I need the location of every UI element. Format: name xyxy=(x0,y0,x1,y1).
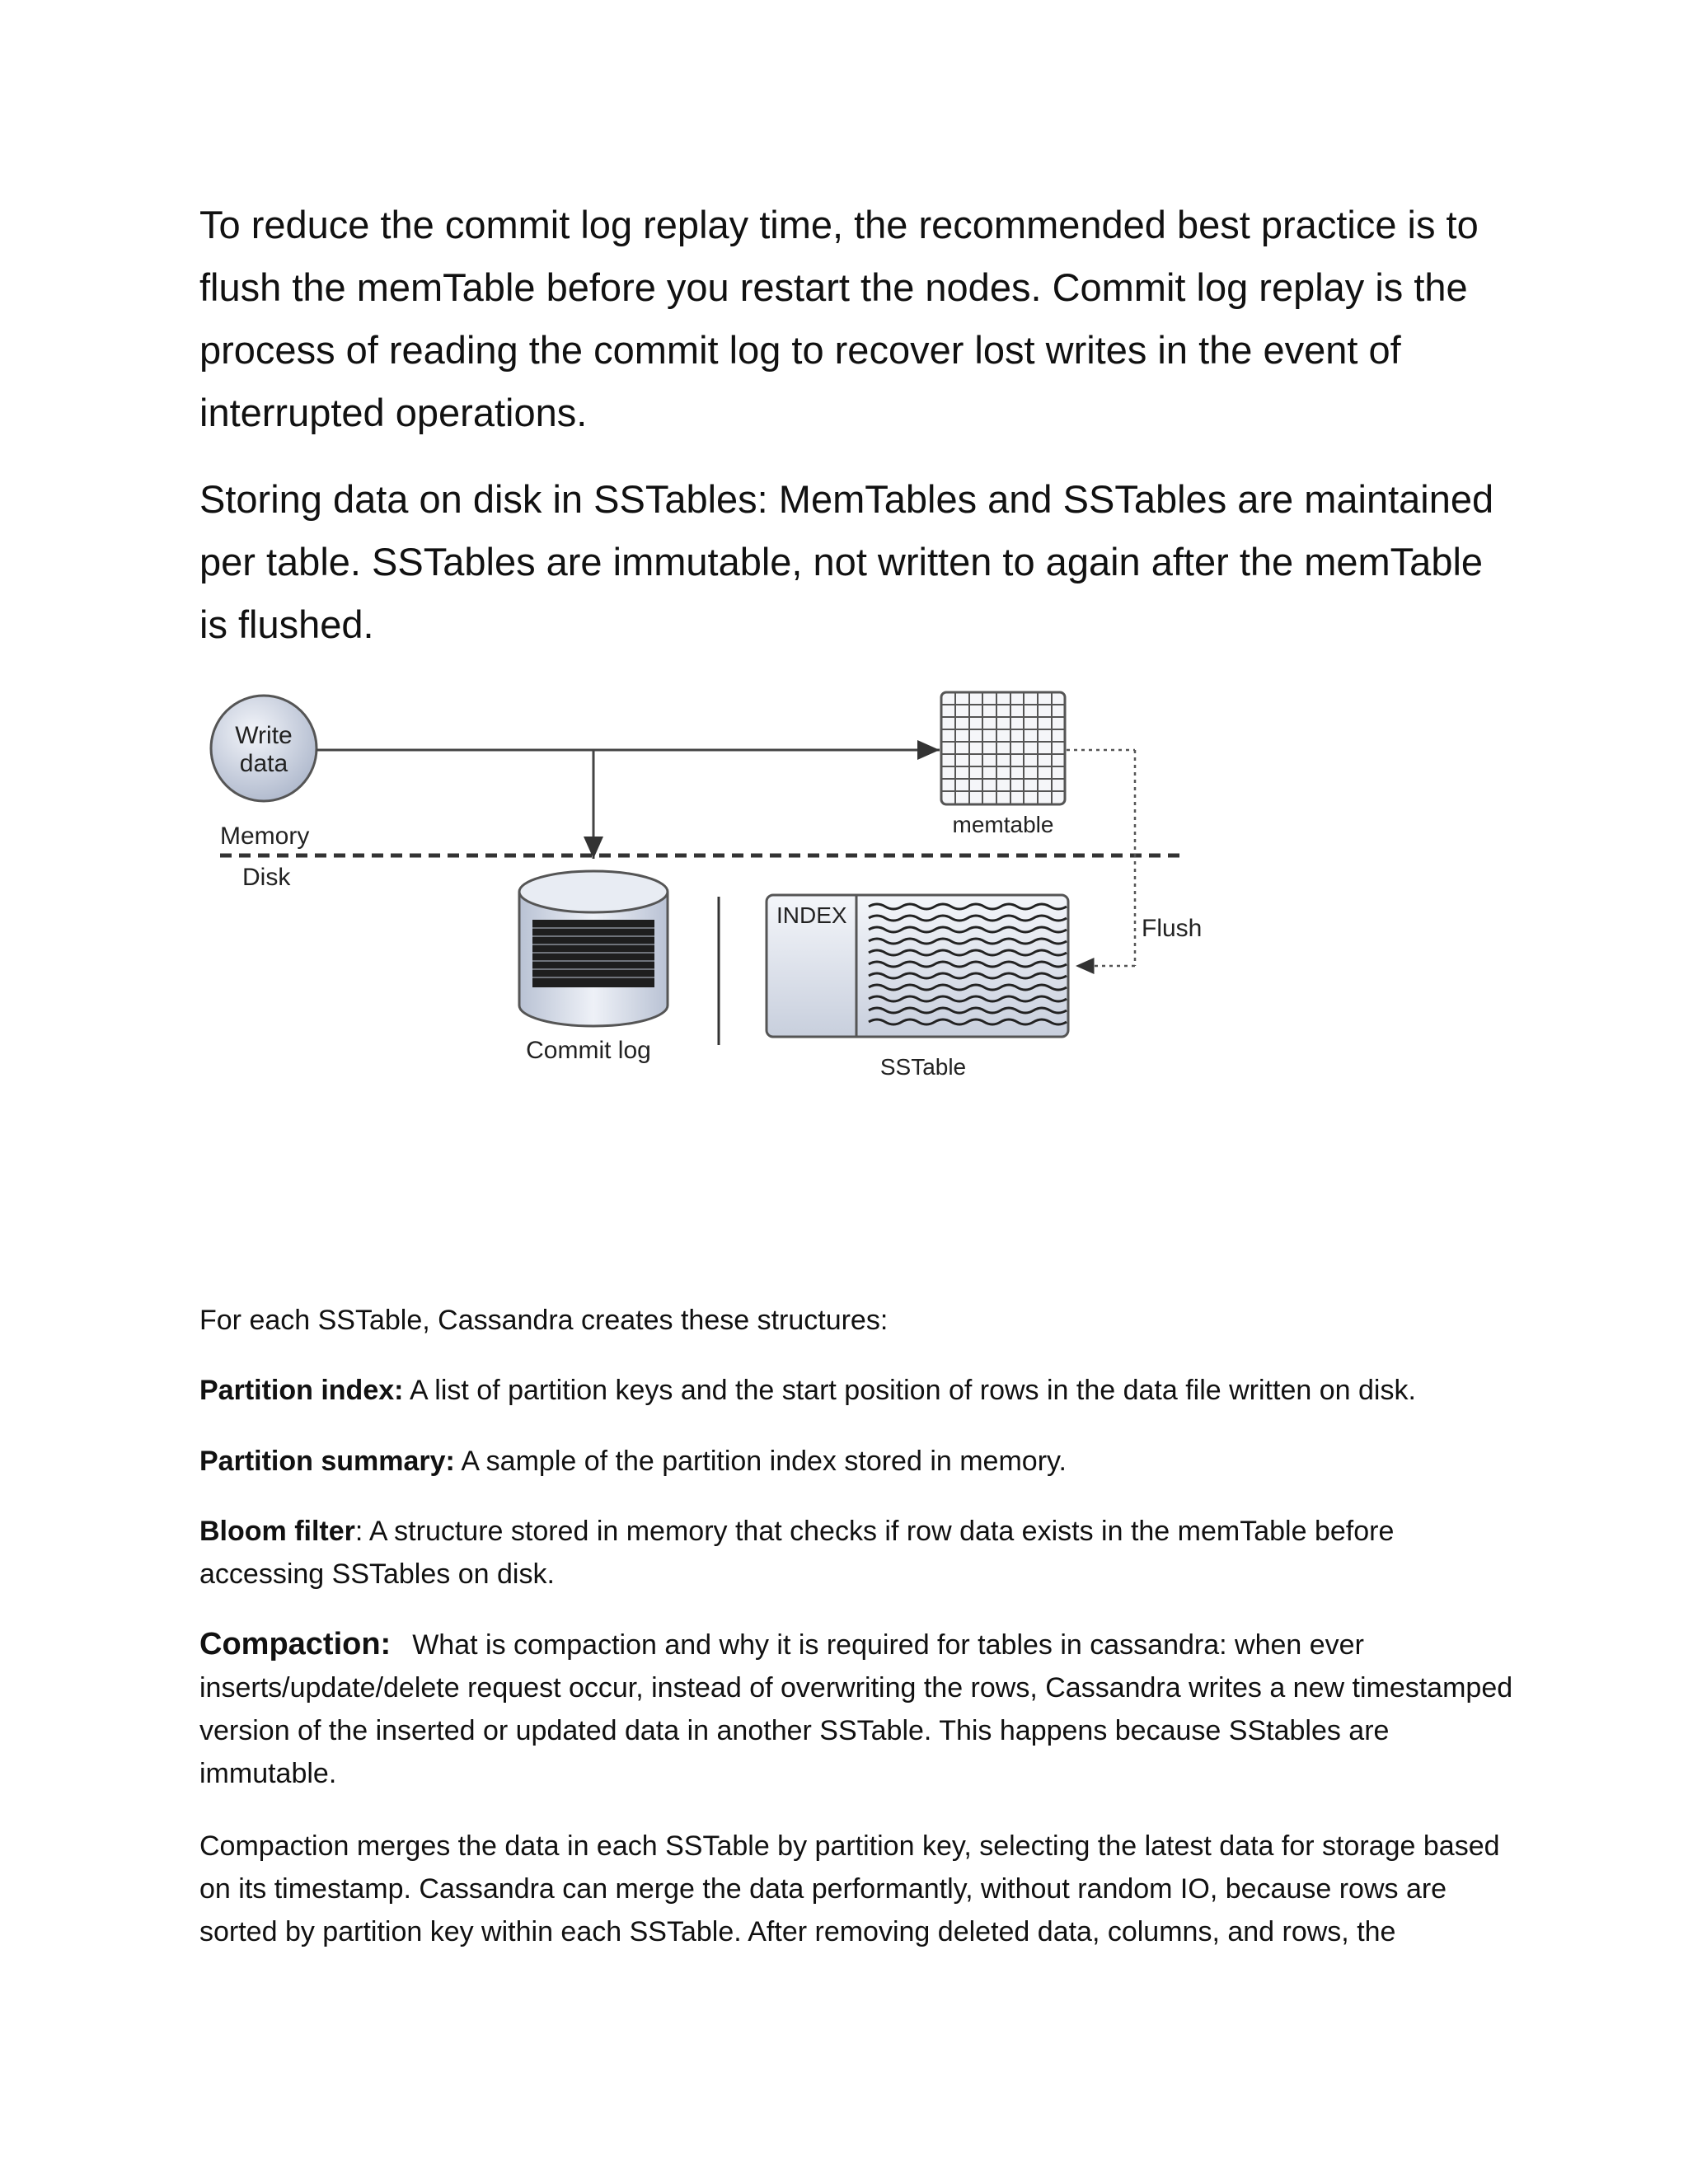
write-data-node xyxy=(211,696,316,801)
write-label-line1: Write xyxy=(235,722,293,749)
commit-log-label: Commit log xyxy=(526,1037,651,1064)
memtable-grid xyxy=(941,692,1065,804)
memtable-label: memtable xyxy=(952,812,1054,837)
commit-log-cylinder xyxy=(519,871,668,1026)
partition-index-text: A list of partition keys and the start position of rows in the data file written on disk. xyxy=(403,1375,1416,1406)
intro-paragraph-2: Storing data on disk in SSTables: MemTables and SSTables are maintained per table. SSTables are immutable, not written to again after the memTable is flushed. xyxy=(199,477,1494,646)
partition-summary-item xyxy=(199,1440,1518,1483)
partition-index-item xyxy=(199,1369,1518,1412)
write-path-diagram xyxy=(199,684,1213,1096)
flush-label: Flush xyxy=(1142,915,1203,942)
disk-label: Disk xyxy=(242,864,291,891)
write-label-line2: data xyxy=(239,750,288,777)
compaction-paragraph-2: Compaction merges the data in each SSTable by partition key, selecting the latest data for storage based on its timestamp. Cassandra can merge the data performantly, without random IO, because rows are sorted by partition key within each SSTable. After removing deleted data, columns, and rows, the xyxy=(199,1830,1500,1947)
compaction-paragraph xyxy=(199,1623,1518,1795)
flush-path xyxy=(1067,750,1135,966)
memory-label: Memory xyxy=(220,823,310,850)
compaction-label: Compaction: xyxy=(199,1627,392,1661)
bloom-filter-text: : A structure stored in memory that checks if row data exists in the memTable before accessing SSTables on disk. xyxy=(199,1516,1395,1590)
partition-summary-label: Partition summary: xyxy=(199,1446,455,1477)
intro-paragraph-1: To reduce the commit log replay time, the recommended best practice is to flush the memTable before you restart the nodes. Commit log replay is the process of reading the commit log to recover lost writes in the event of interrupted operations. xyxy=(199,203,1479,434)
compaction-text: What is compaction and why it is required for tables in cassandra: when ever inserts/update/delete request occur, instead of overwriting the rows, Cassandra writes a new timestamped version of the inserted or updated data in another SSTable. This happens because SStables are immutable. xyxy=(199,1629,1513,1789)
structures-intro: For each SSTable, Cassandra creates these structures: xyxy=(199,1305,889,1336)
partition-summary-text: A sample of the partition index stored in memory. xyxy=(454,1446,1067,1477)
index-label: INDEX xyxy=(776,902,847,928)
bloom-filter-label: Bloom filter xyxy=(199,1516,355,1547)
sstable-label: SSTable xyxy=(879,1054,967,1080)
bloom-filter-item xyxy=(199,1510,1452,1596)
partition-index-label: Partition index: xyxy=(199,1375,404,1406)
